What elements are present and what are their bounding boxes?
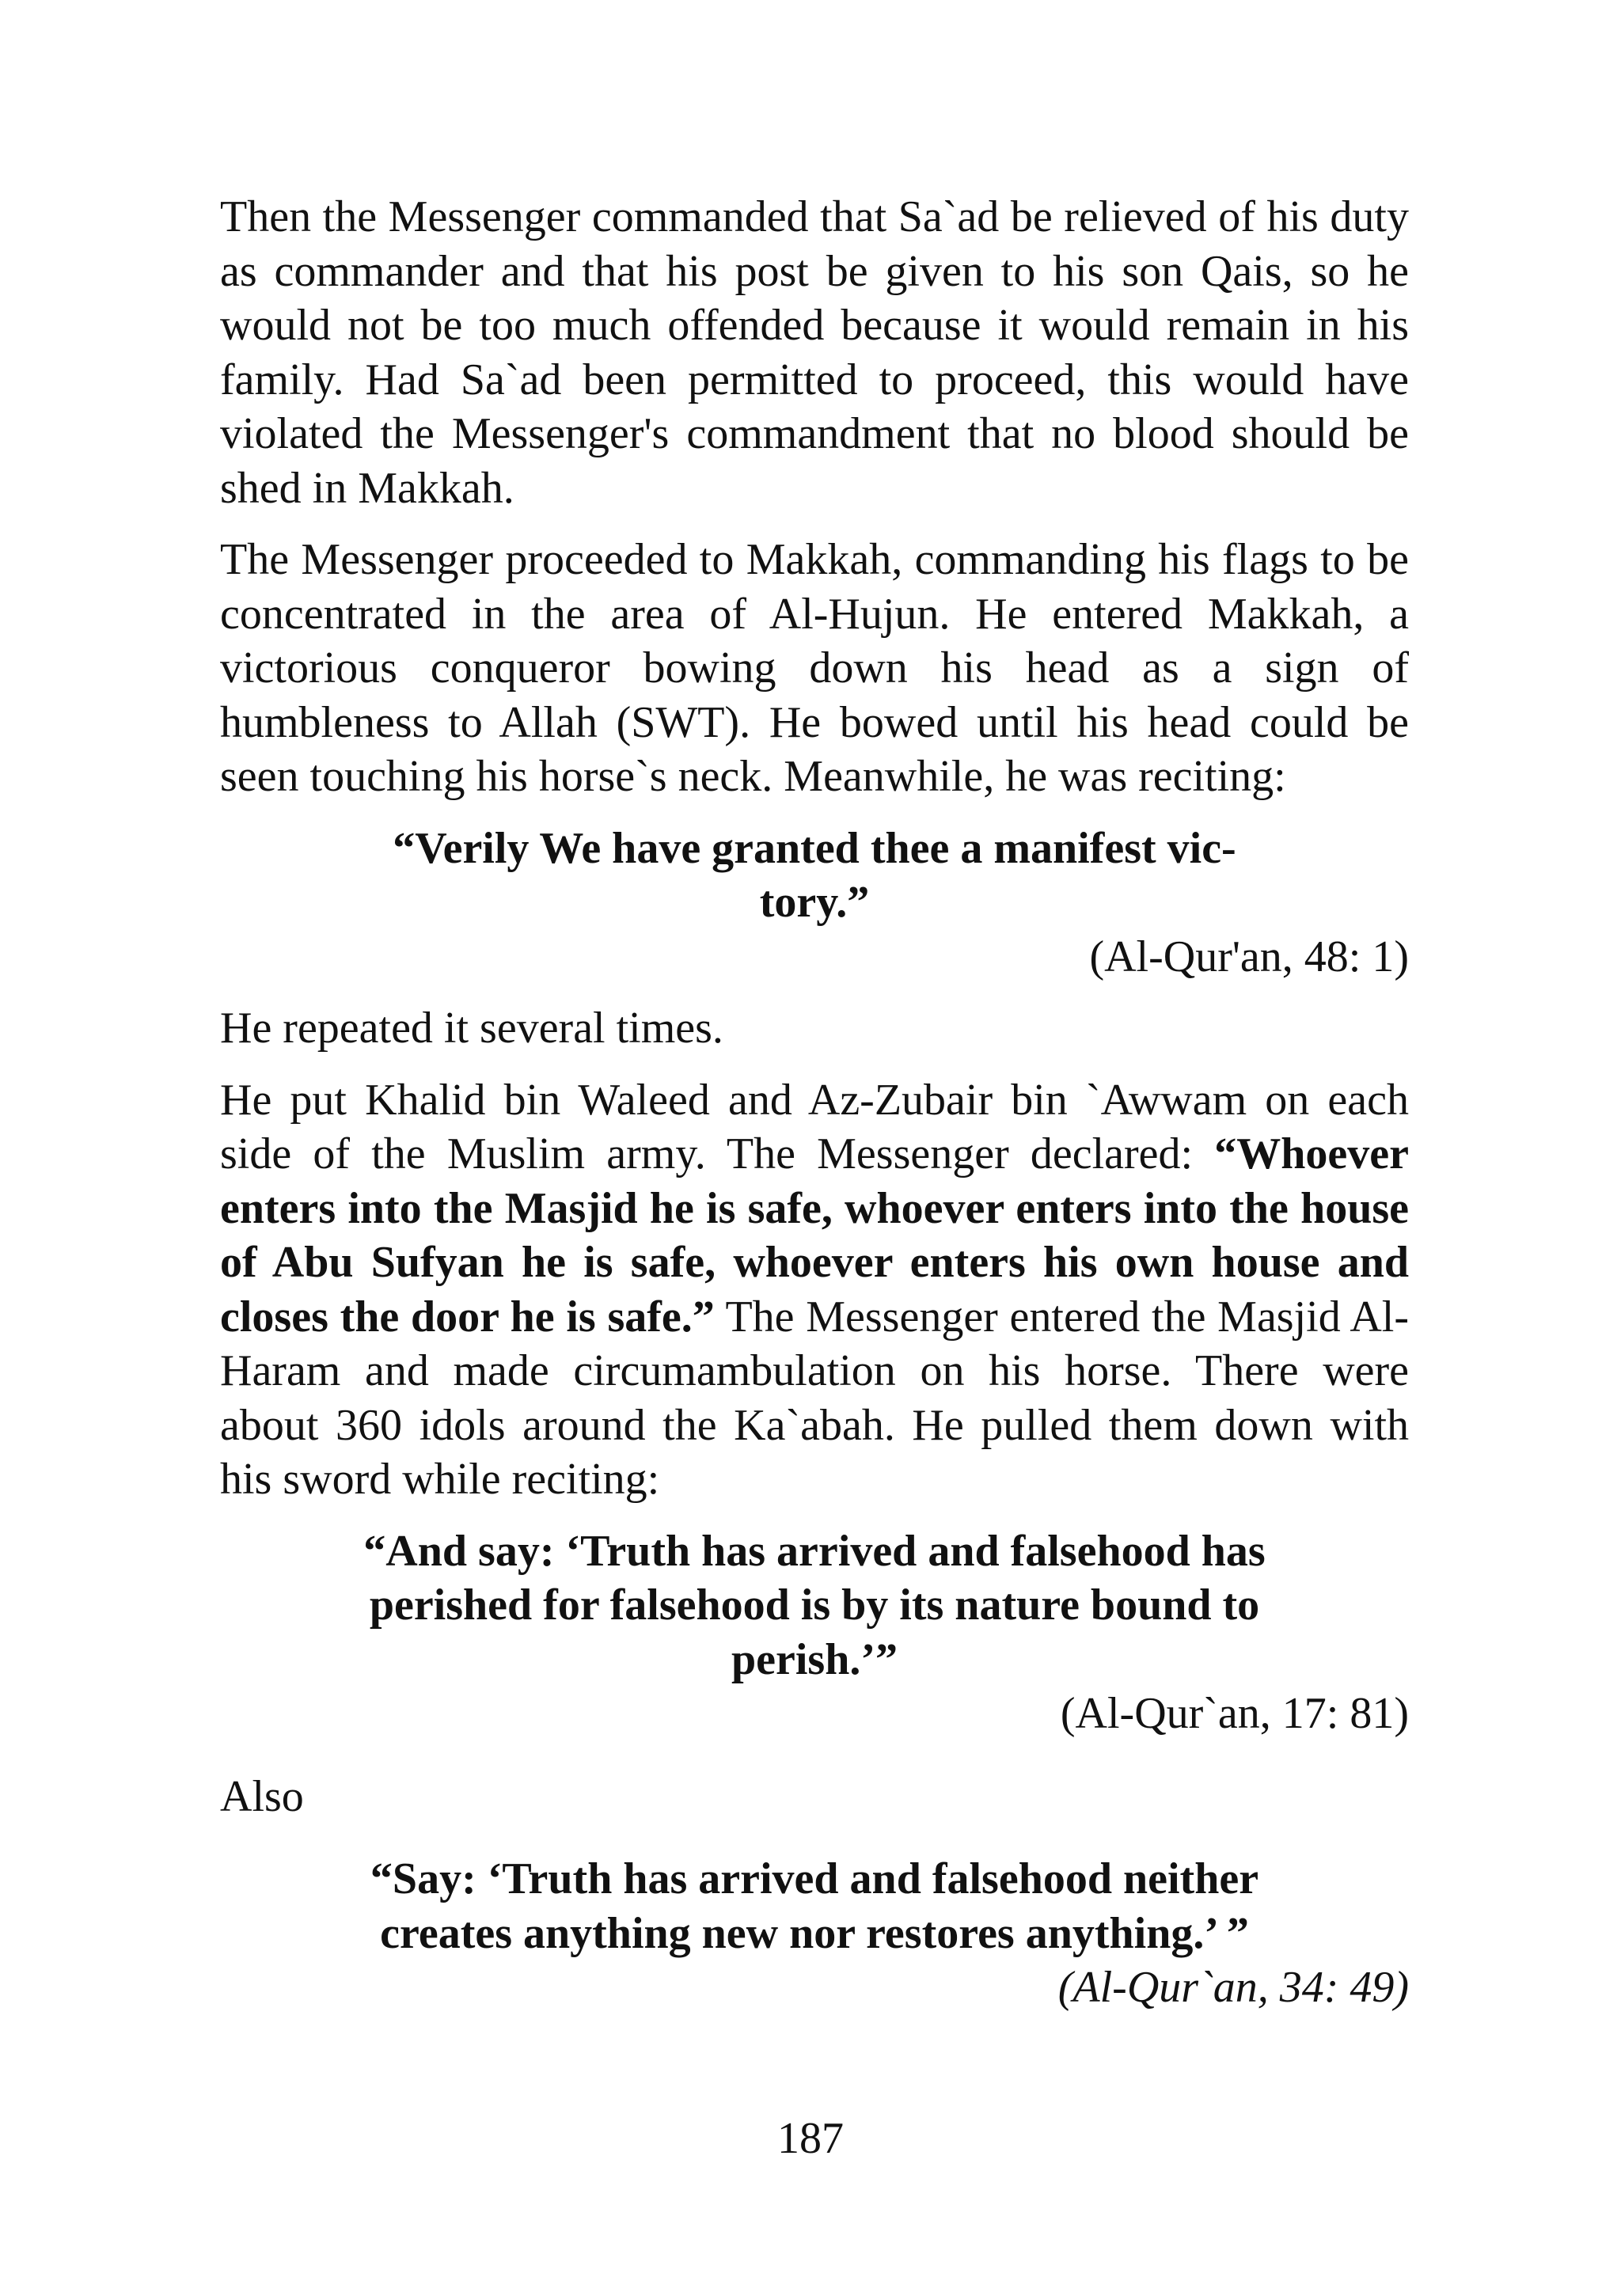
- declaration-intro-text: He put Khalid bin Waleed and Az-Zubair bin `Awwam on each side of the Muslim army. The Messenger declared:: [220, 1075, 1409, 1178]
- verse-text-line: “Verily We have granted thee a manifest vic-: [393, 823, 1236, 873]
- verse-block-victory: [220, 822, 1409, 985]
- paragraph-messenger-proceeded: The Messenger proceeded to Makkah, commanding his flags to be concentrated in the area of Al-Hujun. He entered Makkah, a victorious conqueror bowing down his head as a sign of humbleness to Allah (SWT). He bowed until his head could be seen touching his horse`s neck. Meanwhile, he was reciting:: [220, 535, 1409, 801]
- page-number: 187: [777, 2114, 844, 2163]
- paragraph-sad-relieved: Then the Messenger commanded that Sa`ad be relieved of his duty as commander and that his post be given to his son Qais, so he would not be too much offended because it would remain in his family. Had Sa`ad been permitted to proceed, this would have violated the Messenger's commandment that no blood should be shed in Makkah.: [220, 192, 1409, 513]
- page-body: [220, 190, 1409, 2032]
- verse-text: “Say: ‘Truth has arrived and falsehood neither creates anything new nor restores anything.’ ”: [370, 1854, 1259, 1958]
- verse-citation: (Al-Qur`an, 17: 81): [1060, 1689, 1409, 1738]
- paragraph-also: Also: [220, 1771, 304, 1821]
- paragraph-declaration: [220, 1073, 1409, 1507]
- declaration-quote-text: “Whoever enters into the Masjid he is safe, whoever enters into the house of Abu Sufyan he is safe, whoever enters his own house and closes the door he is safe.”: [220, 1129, 1409, 1342]
- verse-text: “And say: ‘Truth has arrived and falsehood has perished for falsehood is by its nature bound to perish.’”: [363, 1526, 1266, 1684]
- verse-block-truth-arrived: [220, 1524, 1409, 1741]
- verse-citation: (Al-Qur'an, 48: 1): [1089, 932, 1409, 981]
- verse-text-line: tory.”: [759, 878, 870, 927]
- verse-block-truth-neither: [220, 1852, 1409, 2015]
- verse-citation: (Al-Qur`an, 34: 49): [1057, 1963, 1409, 2012]
- declaration-continuation-text: The Messenger entered the Masjid Al-Haram and made circumambulation on his horse. There were about 360 idols around the Ka`abah. He pulled them down with his sword while reciting:: [220, 1292, 1409, 1504]
- paragraph-repeated: He repeated it several times.: [220, 1004, 723, 1053]
